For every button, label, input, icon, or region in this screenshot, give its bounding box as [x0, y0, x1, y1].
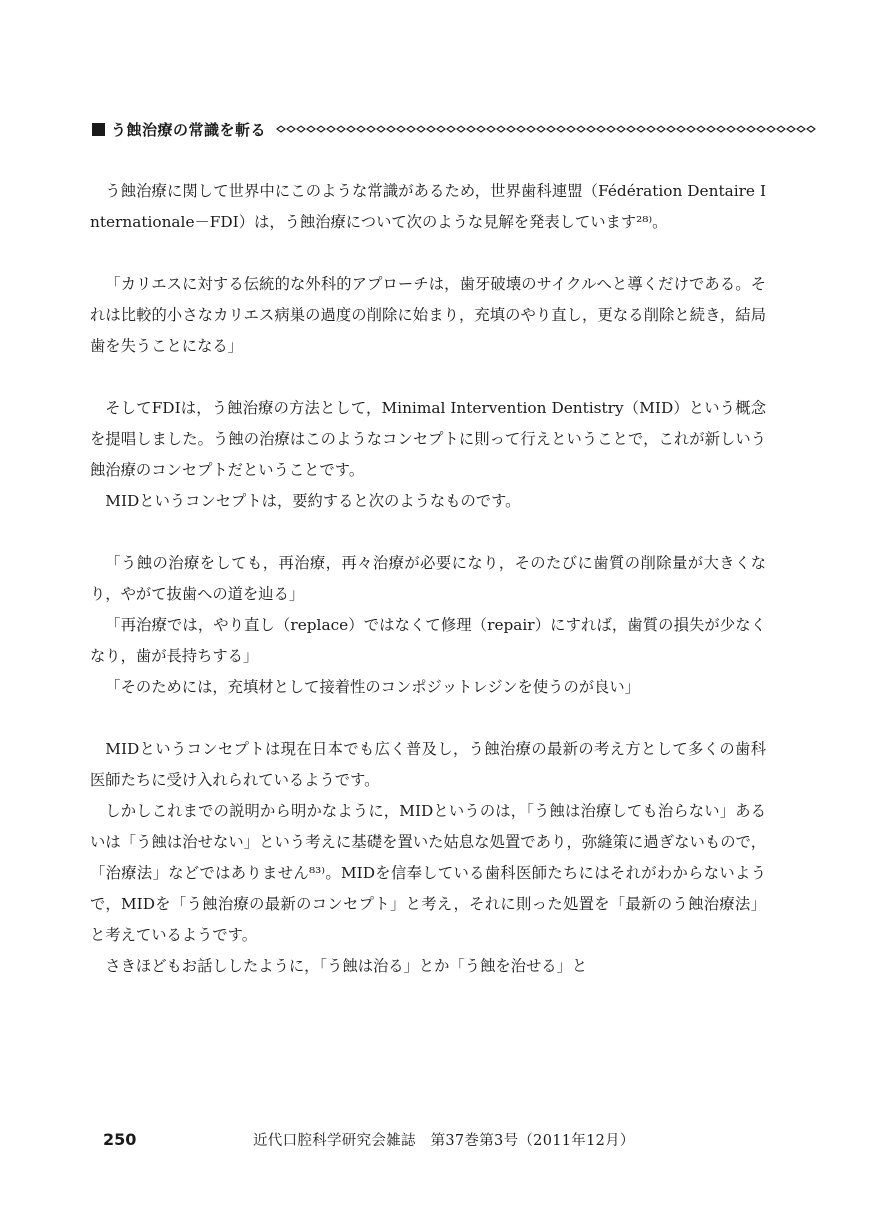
page-number: 250 — [103, 1130, 137, 1149]
section-header — [92, 118, 832, 140]
quote-mid-composite: 「そのためには，充填材として接着性のコンポジットレジンを使うのが良い」 — [105, 678, 640, 696]
quote-mid-retreatment: 「う蝕の治療をしても，再治療，再々治療が必要になり，そのたびに歯質の削除量が大きくなり，やがて抜歯への道を辿る」 — [90, 554, 766, 603]
paragraph-mid-concept: そしてFDIは，う蝕治療の方法として，Minimal Intervention Dentistry（MID）という概念を提唱しました。う蝕の治療はこのようなコンセプトに則って行えということで，これが新しいう蝕治療のコンセプトだということです。 — [90, 399, 766, 479]
paragraph-fdi-intro: う蝕治療に関して世界中にこのような常識があるため，世界歯科連盟（Fédération Dentaire Internationale－FDI）は，う蝕治療について次のような見解を発表しています²⁸⁾。 — [90, 182, 766, 231]
paragraph-mid-spread: MIDというコンセプトは現在日本でも広く普及し，う蝕治療の最新の考え方として多くの歯科医師たちに受け入れられているようです。 — [90, 740, 766, 789]
decorative-diamond-rule — [276, 125, 832, 133]
black-square-icon — [92, 123, 105, 136]
page-footer — [103, 1129, 663, 1150]
quote-mid-repair: 「再治療では，やり直し（replace）ではなくて修理（repair）にすれば，歯質の損失が少なくなり，歯が長持ちする」 — [90, 616, 766, 665]
paragraph-continuation: さきほどもお話ししたように，「う蝕は治る」とか「う蝕を治せる」と — [105, 957, 588, 975]
section-title: う蝕治療の常識を斬る — [111, 120, 267, 139]
paragraph-mid-critique: しかしこれまでの説明から明かなように，MIDというのは，「う蝕は治療しても治らない」あるいは「う蝕は治せない」という考えに基礎を置いた姑息な処置であり，弥縫策に過ぎないもので，「治療法」などではありません⁸³⁾。MIDを信奉している歯科医師たちにはそれがわからないようで，MIDを「う蝕治療の最新のコンセプト」と考え，それに則った処置を「最新のう蝕治療法」と考えているようです。 — [90, 802, 766, 944]
journal-citation: 近代口腔科学研究会雑誌 第37巻第3号（2011年12月） — [253, 1133, 635, 1149]
quote-fdi-statement: 「カリエスに対する伝統的な外科的アプローチは，歯牙破壊のサイクルへと導くだけである。それは比較的小さなカリエス病巣の過度の削除に始まり，充填のやり直し，更なる削除と続き，結局歯を失うことになる」 — [90, 275, 766, 355]
article-body — [90, 176, 766, 982]
paragraph-mid-summary-lead: MIDというコンセプトは，要約すると次のようなものです。 — [105, 492, 521, 510]
